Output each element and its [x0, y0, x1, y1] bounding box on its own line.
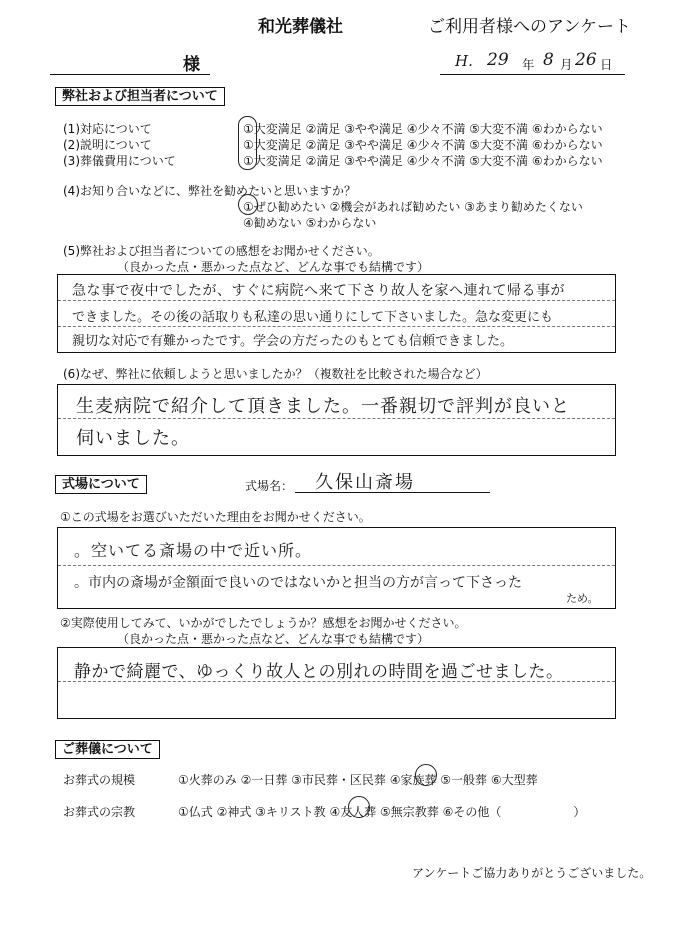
answer-box-venue-q2: [57, 647, 616, 719]
funeral-scale-label: お葬式の規模: [63, 773, 136, 787]
answer-circle-q1-q3: [238, 116, 257, 170]
funeral-religion-label: お葬式の宗教: [63, 805, 136, 819]
date-line: [440, 74, 625, 75]
question-5: (5)弊社および担当者についての感想をお聞かせください。: [63, 244, 380, 258]
survey-title: ご利用者様へのアンケート: [428, 17, 631, 37]
company-name: 和光葬儀社: [258, 17, 343, 37]
section-heading-funeral: ご葬儀について: [55, 740, 160, 759]
answer-circle-q4: [238, 194, 258, 215]
date-year: 29: [487, 50, 509, 70]
answer-venue-q2: 静かで綺麗で、ゆっくり故人との別れの時間を過ごせました。: [74, 662, 564, 682]
funeral-scale-options: ①火葬のみ ②一日葬 ③市民葬・区民葬 ④家族葬 ⑤一般葬 ⑥大型葬: [178, 773, 538, 787]
customer-name-line: [50, 74, 210, 75]
venue-question-1: ①この式場をお選びいただいた理由をお聞かせください。: [60, 510, 371, 524]
question-5-sub: （良かった点・悪かった点など、どんな事でも結構です）: [117, 260, 430, 274]
recommend-options-line2: ④勧めない ⑤わからない: [243, 216, 377, 230]
date-day: 26: [575, 50, 597, 70]
answer-venue-q1-line2: 。市内の斎場が金額面で良いのではないかと担当の方が言って下さった: [74, 575, 522, 591]
date-month: 8: [543, 50, 554, 70]
recommend-options-line1: ①ぜひ勧めたい ②機会があれば勧めたい ③あまり勧めたくない: [243, 200, 583, 214]
month-unit: 月: [560, 57, 573, 72]
answer-venue-q1-line3: ため。: [566, 592, 599, 605]
answer-circle-religion: [348, 796, 370, 818]
answer-q5-line2: できました。その後の話取りも私達の思い通りにして下さいました。急な変更にも: [72, 310, 554, 325]
customer-suffix: 様: [183, 55, 200, 75]
funeral-religion-options: ①仏式 ②神式 ③キリスト教 ④友人葬 ⑤無宗教葬 ⑥その他（ ）: [178, 805, 586, 819]
year-unit: 年: [522, 57, 535, 72]
question-2: (2)説明について: [63, 138, 152, 152]
answer-q5-line3: 親切な対応で有難かったです。学会の方だったのもとても信頼できました。: [72, 334, 513, 349]
question-3: (3)葬儀費用について: [63, 154, 176, 168]
thanks-message: アンケートご協力ありがとうございました。: [412, 866, 652, 880]
venue-name: 久保山斎場: [315, 472, 415, 493]
answer-venue-q1-line1: 。空いてる斎場の中で近い所。: [74, 541, 313, 560]
venue-question-2: ②実際使用してみて、いかがでしたでしょうか？感想をお聞かせください。: [60, 616, 467, 630]
answer-box-q6: [57, 384, 616, 456]
section-heading-venue: 式場について: [55, 475, 147, 494]
date-era: H.: [455, 52, 473, 70]
venue-label: 式場名：: [245, 479, 294, 493]
question-6: (6)なぜ、弊社に依頼しようと思いましたか？（複数社を比較された場合など）: [63, 367, 488, 381]
venue-question-2-sub: （良かった点・悪かった点など、どんな事でも結構です）: [117, 632, 430, 646]
answer-q6-line1: 生麦病院で紹介して頂きました。一番親切で評判が良いと: [76, 396, 570, 417]
section-heading-company: 弊社および担当者について: [55, 87, 225, 106]
answer-q5-line1: 急な事で夜中でしたが、すぐに病院へ来て下さり故人を家へ連れて帰る事が: [72, 283, 565, 299]
day-unit: 日: [600, 57, 613, 72]
rating-options-q3: ①大変満足 ②満足 ③やや満足 ④少々不満 ⑤大変不満 ⑥わからない: [243, 154, 603, 168]
venue-name-line: [295, 492, 490, 493]
answer-circle-scale: [415, 764, 437, 786]
rating-options-q1: ①大変満足 ②満足 ③やや満足 ④少々不満 ⑤大変不満 ⑥わからない: [243, 122, 603, 136]
question-4: (4)お知り合いなどに、弊社を勧めたいと思いますか？: [63, 184, 357, 198]
question-1: (1)対応について: [63, 122, 152, 136]
rating-options-q2: ①大変満足 ②満足 ③やや満足 ④少々不満 ⑤大変不満 ⑥わからない: [243, 138, 603, 152]
answer-q6-line2: 伺いました。: [76, 428, 190, 449]
answer-box-q5: [57, 274, 616, 353]
answer-box-venue-q1: [57, 527, 616, 609]
